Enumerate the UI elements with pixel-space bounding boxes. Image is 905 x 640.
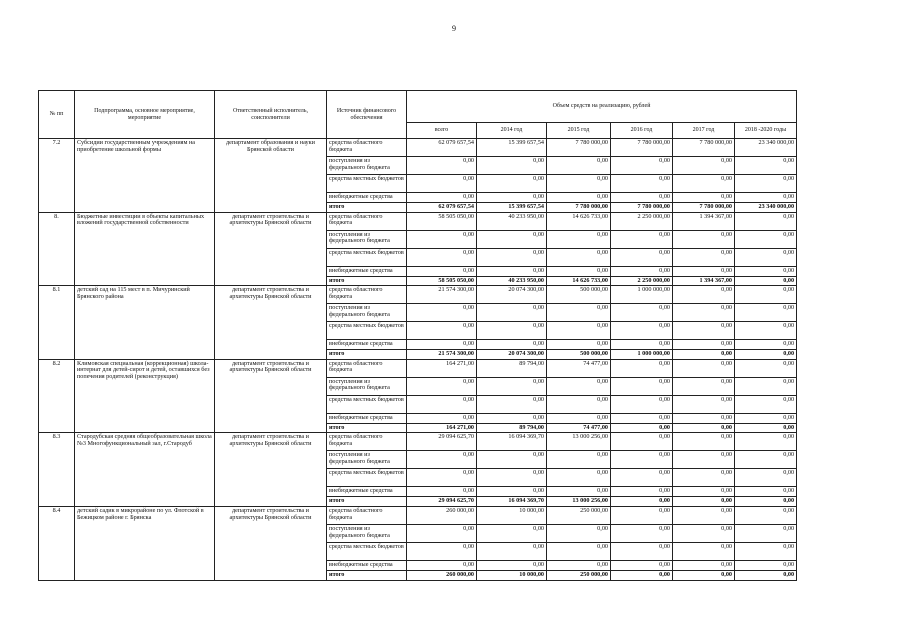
amount-cell: 0,00 [547, 542, 611, 560]
amount-cell: 0,00 [611, 524, 673, 542]
header-number: № пп [39, 91, 75, 139]
row-number: 8.2 [39, 359, 75, 433]
budget-table [38, 90, 797, 581]
amount-cell: 0,00 [611, 175, 673, 193]
amount-cell: 0,00 [547, 524, 611, 542]
amount-cell: 0,00 [673, 322, 735, 340]
amount-cell: 89 794,00 [477, 359, 547, 377]
amount-cell: 0,00 [611, 266, 673, 276]
amount-cell: 0,00 [735, 359, 797, 377]
amount-cell: 0,00 [407, 322, 477, 340]
amount-cell: 0,00 [611, 451, 673, 469]
amount-cell: 16 094 369,70 [477, 433, 547, 451]
amount-cell: 0,00 [407, 395, 477, 413]
amount-cell: 0,00 [673, 423, 735, 433]
executor-cell: департамент строительства и архитектуры Брянской области [215, 212, 327, 286]
program-title: Субсидии государственным учреждениям на приобретение школьной формы [75, 139, 215, 213]
amount-cell: 0,00 [407, 542, 477, 560]
amount-cell: 0,00 [735, 433, 797, 451]
amount-cell: 0,00 [477, 340, 547, 350]
header-executor: Ответственный исполнитель, соисполнители [215, 91, 327, 139]
amount-cell: 0,00 [673, 395, 735, 413]
header-2018-2020: 2018 -2020 годы [735, 123, 797, 139]
amount-cell: 0,00 [735, 266, 797, 276]
amount-cell: 0,00 [611, 560, 673, 570]
amount-cell: 14 626 733,00 [547, 212, 611, 230]
amount-cell: 0,00 [611, 570, 673, 580]
amount-cell: 20 074 300,00 [477, 286, 547, 304]
amount-cell: 0,00 [407, 451, 477, 469]
amount-cell: 0,00 [477, 175, 547, 193]
amount-cell: 0,00 [611, 413, 673, 423]
source-cell: внебюджетные средства [327, 340, 407, 350]
table-header [39, 91, 797, 139]
amount-cell: 0,00 [477, 469, 547, 487]
amount-cell: 58 505 050,00 [407, 212, 477, 230]
header-2014: 2014 год [477, 123, 547, 139]
source-cell: средства областного бюджета [327, 212, 407, 230]
amount-cell: 29 094 625,70 [407, 497, 477, 507]
amount-cell: 0,00 [673, 451, 735, 469]
amount-cell: 1 394 367,00 [673, 212, 735, 230]
amount-cell: 0,00 [611, 304, 673, 322]
amount-cell: 0,00 [477, 248, 547, 266]
amount-cell: 0,00 [735, 248, 797, 266]
table-row [39, 286, 797, 304]
amount-cell: 0,00 [547, 304, 611, 322]
amount-cell: 0,00 [735, 524, 797, 542]
amount-cell: 62 079 657,54 [407, 203, 477, 213]
amount-cell: 0,00 [673, 469, 735, 487]
amount-cell: 40 233 950,00 [477, 212, 547, 230]
header-source: Источник финансового обеспечения [327, 91, 407, 139]
amount-cell: 13 000 256,00 [547, 433, 611, 451]
executor-cell: департамент строительства и архитектуры Брянской области [215, 433, 327, 507]
amount-cell: 0,00 [477, 487, 547, 497]
amount-cell: 7 780 000,00 [547, 203, 611, 213]
amount-cell: 0,00 [735, 423, 797, 433]
amount-cell: 0,00 [407, 193, 477, 203]
amount-cell: 14 626 733,00 [547, 276, 611, 286]
source-cell: итого [327, 276, 407, 286]
amount-cell: 1 394 367,00 [673, 276, 735, 286]
amount-cell: 0,00 [407, 469, 477, 487]
amount-cell: 2 250 000,00 [611, 212, 673, 230]
amount-cell: 0,00 [673, 193, 735, 203]
amount-cell: 0,00 [547, 487, 611, 497]
amount-cell: 250 000,00 [547, 570, 611, 580]
amount-cell: 21 574 300,00 [407, 350, 477, 360]
amount-cell: 0,00 [547, 469, 611, 487]
amount-cell: 89 794,00 [477, 423, 547, 433]
source-cell: средства местных бюджетов [327, 322, 407, 340]
amount-cell: 0,00 [477, 524, 547, 542]
amount-cell: 0,00 [611, 433, 673, 451]
amount-cell: 0,00 [735, 469, 797, 487]
source-cell: поступления из федерального бюджета [327, 524, 407, 542]
amount-cell: 0,00 [611, 193, 673, 203]
amount-cell: 0,00 [547, 266, 611, 276]
source-cell: средства местных бюджетов [327, 395, 407, 413]
header-total: всего [407, 123, 477, 139]
source-cell: итого [327, 203, 407, 213]
amount-cell: 0,00 [673, 487, 735, 497]
amount-cell: 7 780 000,00 [547, 139, 611, 157]
amount-cell: 0,00 [673, 304, 735, 322]
amount-cell: 0,00 [673, 433, 735, 451]
amount-cell: 62 079 657,54 [407, 139, 477, 157]
amount-cell: 0,00 [547, 377, 611, 395]
table-row [39, 506, 797, 524]
amount-cell: 23 340 000,00 [735, 203, 797, 213]
amount-cell: 0,00 [547, 193, 611, 203]
amount-cell: 0,00 [477, 304, 547, 322]
amount-cell: 0,00 [477, 230, 547, 248]
amount-cell: 0,00 [673, 413, 735, 423]
amount-cell: 0,00 [407, 487, 477, 497]
amount-cell: 0,00 [735, 487, 797, 497]
source-cell: поступления из федерального бюджета [327, 304, 407, 322]
amount-cell: 0,00 [673, 524, 735, 542]
executor-cell: департамент строительства и архитектуры Брянской области [215, 359, 327, 433]
amount-cell: 0,00 [611, 248, 673, 266]
amount-cell: 0,00 [735, 304, 797, 322]
amount-cell: 15 399 657,54 [477, 139, 547, 157]
amount-cell: 500 000,00 [547, 286, 611, 304]
amount-cell: 0,00 [735, 286, 797, 304]
amount-cell: 2 250 000,00 [611, 276, 673, 286]
amount-cell: 0,00 [407, 377, 477, 395]
amount-cell: 0,00 [673, 340, 735, 350]
executor-cell: департамент строительства и архитектуры Брянской области [215, 286, 327, 360]
table-row [39, 359, 797, 377]
header-2017: 2017 год [673, 123, 735, 139]
source-cell: средства местных бюджетов [327, 469, 407, 487]
amount-cell: 0,00 [735, 157, 797, 175]
amount-cell: 0,00 [735, 451, 797, 469]
amount-cell: 0,00 [477, 377, 547, 395]
amount-cell: 500 000,00 [547, 350, 611, 360]
amount-cell: 0,00 [735, 497, 797, 507]
source-cell: итого [327, 570, 407, 580]
page-number: 9 [452, 24, 456, 33]
source-cell: внебюджетные средства [327, 413, 407, 423]
table-row [39, 139, 797, 157]
amount-cell: 0,00 [673, 506, 735, 524]
amount-cell: 0,00 [735, 542, 797, 560]
amount-cell: 0,00 [611, 487, 673, 497]
amount-cell: 0,00 [407, 524, 477, 542]
amount-cell: 0,00 [477, 413, 547, 423]
amount-cell: 0,00 [735, 230, 797, 248]
amount-cell: 0,00 [735, 395, 797, 413]
amount-cell: 7 780 000,00 [611, 139, 673, 157]
amount-cell: 0,00 [477, 451, 547, 469]
amount-cell: 74 477,00 [547, 359, 611, 377]
source-cell: поступления из федерального бюджета [327, 451, 407, 469]
table-row [39, 212, 797, 230]
row-number: 8.4 [39, 506, 75, 580]
source-cell: средства местных бюджетов [327, 248, 407, 266]
amount-cell: 0,00 [547, 340, 611, 350]
amount-cell: 0,00 [673, 175, 735, 193]
row-number: 7.2 [39, 139, 75, 213]
amount-cell: 0,00 [611, 377, 673, 395]
amount-cell: 0,00 [735, 560, 797, 570]
amount-cell: 10 000,00 [477, 570, 547, 580]
amount-cell: 40 233 950,00 [477, 276, 547, 286]
amount-cell: 0,00 [477, 542, 547, 560]
source-cell: средства областного бюджета [327, 139, 407, 157]
amount-cell: 0,00 [547, 451, 611, 469]
source-cell: средства областного бюджета [327, 359, 407, 377]
amount-cell: 0,00 [673, 266, 735, 276]
amount-cell: 0,00 [407, 340, 477, 350]
header-volume: Объем средств на реализацию, рублей [407, 91, 797, 123]
amount-cell: 0,00 [673, 350, 735, 360]
amount-cell: 7 780 000,00 [673, 139, 735, 157]
amount-cell: 0,00 [735, 175, 797, 193]
amount-cell: 21 574 300,00 [407, 286, 477, 304]
amount-cell: 164 271,00 [407, 359, 477, 377]
amount-cell: 58 505 050,00 [407, 276, 477, 286]
amount-cell: 0,00 [735, 212, 797, 230]
header-2016: 2016 год [611, 123, 673, 139]
amount-cell: 0,00 [611, 395, 673, 413]
source-cell: внебюджетные средства [327, 193, 407, 203]
amount-cell: 0,00 [673, 497, 735, 507]
amount-cell: 0,00 [673, 248, 735, 266]
amount-cell: 0,00 [477, 322, 547, 340]
amount-cell: 10 000,00 [477, 506, 547, 524]
source-cell: поступления из федерального бюджета [327, 230, 407, 248]
amount-cell: 0,00 [735, 377, 797, 395]
amount-cell: 0,00 [735, 506, 797, 524]
source-cell: внебюджетные средства [327, 487, 407, 497]
amount-cell: 1 000 000,00 [611, 286, 673, 304]
amount-cell: 0,00 [735, 413, 797, 423]
table-body [39, 139, 797, 581]
amount-cell: 0,00 [407, 248, 477, 266]
amount-cell: 16 094 369,70 [477, 497, 547, 507]
source-cell: средства местных бюджетов [327, 542, 407, 560]
executor-cell: департамент образования и науки Брянской области [215, 139, 327, 213]
amount-cell: 20 074 300,00 [477, 350, 547, 360]
header-program: Подпрограмма, основное мероприятие, мероприятие [75, 91, 215, 139]
amount-cell: 0,00 [407, 230, 477, 248]
amount-cell: 0,00 [673, 542, 735, 560]
program-title: Стародубская средняя общеобразовательная школа №3 Многофункциональный зал, г.Стародуб [75, 433, 215, 507]
amount-cell: 23 340 000,00 [735, 139, 797, 157]
amount-cell: 0,00 [611, 542, 673, 560]
amount-cell: 0,00 [673, 157, 735, 175]
amount-cell: 260 000,00 [407, 570, 477, 580]
source-cell: средства областного бюджета [327, 506, 407, 524]
source-cell: внебюджетные средства [327, 560, 407, 570]
header-2015: 2015 год [547, 123, 611, 139]
amount-cell: 0,00 [611, 157, 673, 175]
source-cell: средства областного бюджета [327, 286, 407, 304]
amount-cell: 0,00 [611, 506, 673, 524]
amount-cell: 0,00 [735, 276, 797, 286]
row-number: 8.1 [39, 286, 75, 360]
amount-cell: 0,00 [611, 469, 673, 487]
amount-cell: 15 399 657,54 [477, 203, 547, 213]
amount-cell: 0,00 [735, 340, 797, 350]
amount-cell: 164 271,00 [407, 423, 477, 433]
amount-cell: 0,00 [547, 560, 611, 570]
source-cell: внебюджетные средства [327, 266, 407, 276]
amount-cell: 0,00 [735, 322, 797, 340]
table-row [39, 433, 797, 451]
amount-cell: 13 000 256,00 [547, 497, 611, 507]
program-title: Бюджетные инвестиции в объекты капитальных вложений государственной собственности [75, 212, 215, 286]
amount-cell: 0,00 [673, 286, 735, 304]
source-cell: итого [327, 497, 407, 507]
source-cell: средства областного бюджета [327, 433, 407, 451]
program-title: Климовская специальная (коррекционная) школа-интернат для детей-сирот и детей, оставшихся без попечения родителей (реконструкция) [75, 359, 215, 433]
amount-cell: 0,00 [477, 193, 547, 203]
amount-cell: 1 000 000,00 [611, 350, 673, 360]
amount-cell: 260 000,00 [407, 506, 477, 524]
amount-cell: 0,00 [673, 570, 735, 580]
amount-cell: 74 477,00 [547, 423, 611, 433]
amount-cell: 0,00 [407, 413, 477, 423]
source-cell: поступления из федерального бюджета [327, 157, 407, 175]
amount-cell: 0,00 [547, 322, 611, 340]
program-title: детский сад на 115 мест в п. Мичуринский Брянского района [75, 286, 215, 360]
amount-cell: 0,00 [735, 570, 797, 580]
amount-cell: 29 094 625,70 [407, 433, 477, 451]
amount-cell: 250 000,00 [547, 506, 611, 524]
amount-cell: 0,00 [547, 230, 611, 248]
amount-cell: 0,00 [611, 340, 673, 350]
source-cell: итого [327, 423, 407, 433]
program-title: детский садик в микрорайоне по ул. Флотской в Бежицком районе г. Брянска [75, 506, 215, 580]
amount-cell: 0,00 [547, 175, 611, 193]
amount-cell: 0,00 [735, 350, 797, 360]
amount-cell: 0,00 [673, 359, 735, 377]
amount-cell: 0,00 [407, 266, 477, 276]
amount-cell: 0,00 [611, 230, 673, 248]
source-cell: итого [327, 350, 407, 360]
amount-cell: 0,00 [611, 322, 673, 340]
amount-cell: 0,00 [547, 395, 611, 413]
amount-cell: 0,00 [611, 423, 673, 433]
executor-cell: департамент строительства и архитектуры Брянской области [215, 506, 327, 580]
amount-cell: 0,00 [407, 560, 477, 570]
amount-cell: 0,00 [407, 304, 477, 322]
amount-cell: 0,00 [611, 359, 673, 377]
amount-cell: 0,00 [407, 157, 477, 175]
amount-cell: 0,00 [611, 497, 673, 507]
row-number: 8. [39, 212, 75, 286]
amount-cell: 0,00 [547, 413, 611, 423]
amount-cell: 0,00 [673, 230, 735, 248]
amount-cell: 0,00 [547, 157, 611, 175]
amount-cell: 0,00 [673, 560, 735, 570]
amount-cell: 0,00 [477, 266, 547, 276]
amount-cell: 0,00 [477, 395, 547, 413]
amount-cell: 0,00 [477, 560, 547, 570]
amount-cell: 0,00 [407, 175, 477, 193]
amount-cell: 0,00 [547, 248, 611, 266]
amount-cell: 0,00 [673, 377, 735, 395]
source-cell: средства местных бюджетов [327, 175, 407, 193]
row-number: 8.3 [39, 433, 75, 507]
amount-cell: 7 780 000,00 [611, 203, 673, 213]
amount-cell: 7 780 000,00 [673, 203, 735, 213]
source-cell: поступления из федерального бюджета [327, 377, 407, 395]
amount-cell: 0,00 [735, 193, 797, 203]
amount-cell: 0,00 [477, 157, 547, 175]
